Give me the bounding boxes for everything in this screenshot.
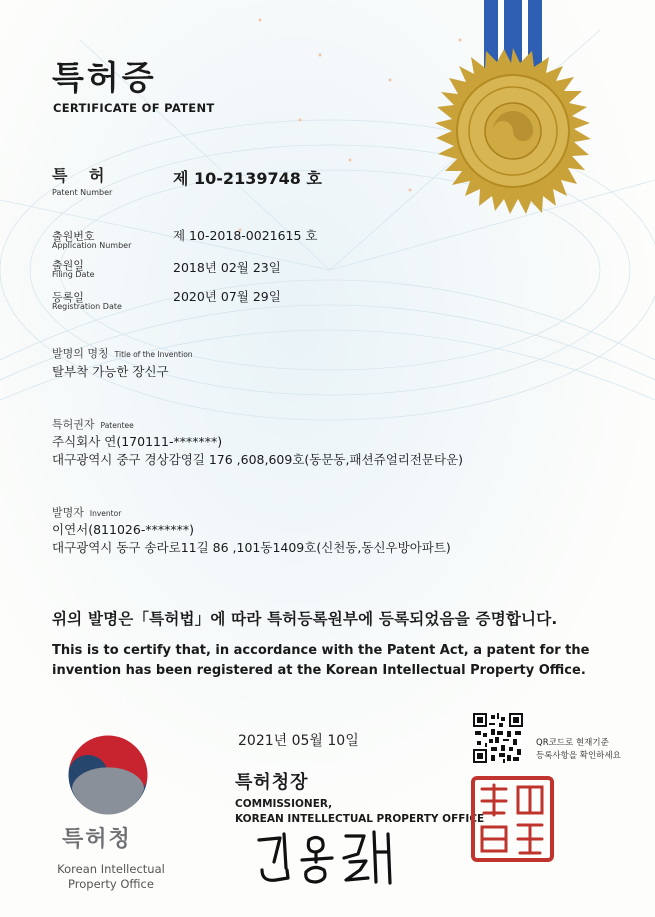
filing-date-label-kr: 출원일: [52, 259, 84, 272]
office-name-en-line2: Property Office: [68, 877, 154, 891]
inventor-address: 대구광역시 동구 송라로11길 86 ,101동1409호(신천동,동신우방아파트): [52, 540, 451, 555]
patentee-label: [52, 416, 134, 432]
commissioner-title-en-line1: COMMISSIONER,: [235, 798, 333, 810]
patent-number-label-en: Patent Number: [52, 188, 113, 197]
qr-code[interactable]: [473, 713, 523, 763]
gold-seal-emblem: [430, 48, 596, 214]
inventor-label-kr: 발명자: [52, 506, 84, 519]
certification-text-en-line1: This is to certify that, in accordance with the Patent Act, a patent for the: [52, 643, 590, 658]
registration-date-value: 2020년 07월 29일: [173, 289, 281, 304]
qr-instruction-line1: QR코드로 현재기준: [536, 738, 609, 748]
application-number-value: 제 10-2018-0021615 호: [173, 228, 318, 243]
patentee-label-kr: 특허권자: [52, 418, 95, 431]
application-number-label-kr: 출원번호: [52, 230, 95, 243]
commissioner-title-en: [235, 797, 484, 827]
certificate-title-kr: 특허증: [52, 58, 157, 97]
filing-date-label-en: Filing Date: [52, 270, 95, 279]
qr-instruction: [536, 737, 621, 763]
inventor-name: 이연서(811026-*******): [52, 522, 194, 537]
patentee-name: 주식회사 연(170111-*******): [52, 434, 223, 449]
commissioner-title-kr: 특허청장: [235, 772, 309, 793]
patentee-label-en: Patentee: [100, 421, 134, 430]
registration-date-label-kr: 등록일: [52, 291, 84, 304]
patent-number-label-kr: 특 허: [52, 166, 113, 185]
application-number-label-en: Application Number: [52, 241, 132, 250]
invention-label-en: Title of the Invention: [114, 350, 193, 359]
commissioner-title-en-line2: KOREAN INTELLECTUAL PROPERTY OFFICE: [235, 813, 485, 825]
office-name-en: [52, 862, 170, 892]
kipo-logo-icon: [66, 733, 150, 817]
office-name-kr: 특허청: [62, 827, 132, 852]
invention-label-kr: 발명의 명칭: [52, 347, 109, 360]
office-name-en-line1: Korean Intellectual: [57, 862, 165, 876]
commissioner-signature: [254, 830, 399, 885]
certification-text-kr: 위의 발명은「특허법」에 따라 특허등록원부에 등록되었음을 증명합니다.: [52, 610, 558, 628]
certification-text-en-line2: invention has been registered at the Korean Intellectual Property Office.: [52, 663, 586, 678]
inventor-label-en: Inventor: [89, 509, 122, 518]
patent-number-value: 제 10-2139748 호: [173, 169, 322, 188]
qr-instruction-line2: 등록사항을 확인하세요: [536, 751, 621, 761]
certificate-title-en: CERTIFICATE OF PATENT: [53, 101, 215, 115]
issue-date: 2021년 05월 10일: [238, 733, 359, 749]
registration-date-label-en: Registration Date: [52, 302, 122, 311]
certification-text-en: [52, 641, 589, 681]
invention-title: 탈부착 가능한 장신구: [52, 364, 169, 379]
official-stamp: [470, 775, 555, 863]
inventor-label: [52, 504, 121, 520]
filing-date-value: 2018년 02월 23일: [173, 260, 281, 275]
patentee-address: 대구광역시 중구 경상감영길 176 ,608,609호(동문동,패션쥬얼리전문타운): [52, 452, 464, 467]
invention-label: [52, 345, 193, 361]
